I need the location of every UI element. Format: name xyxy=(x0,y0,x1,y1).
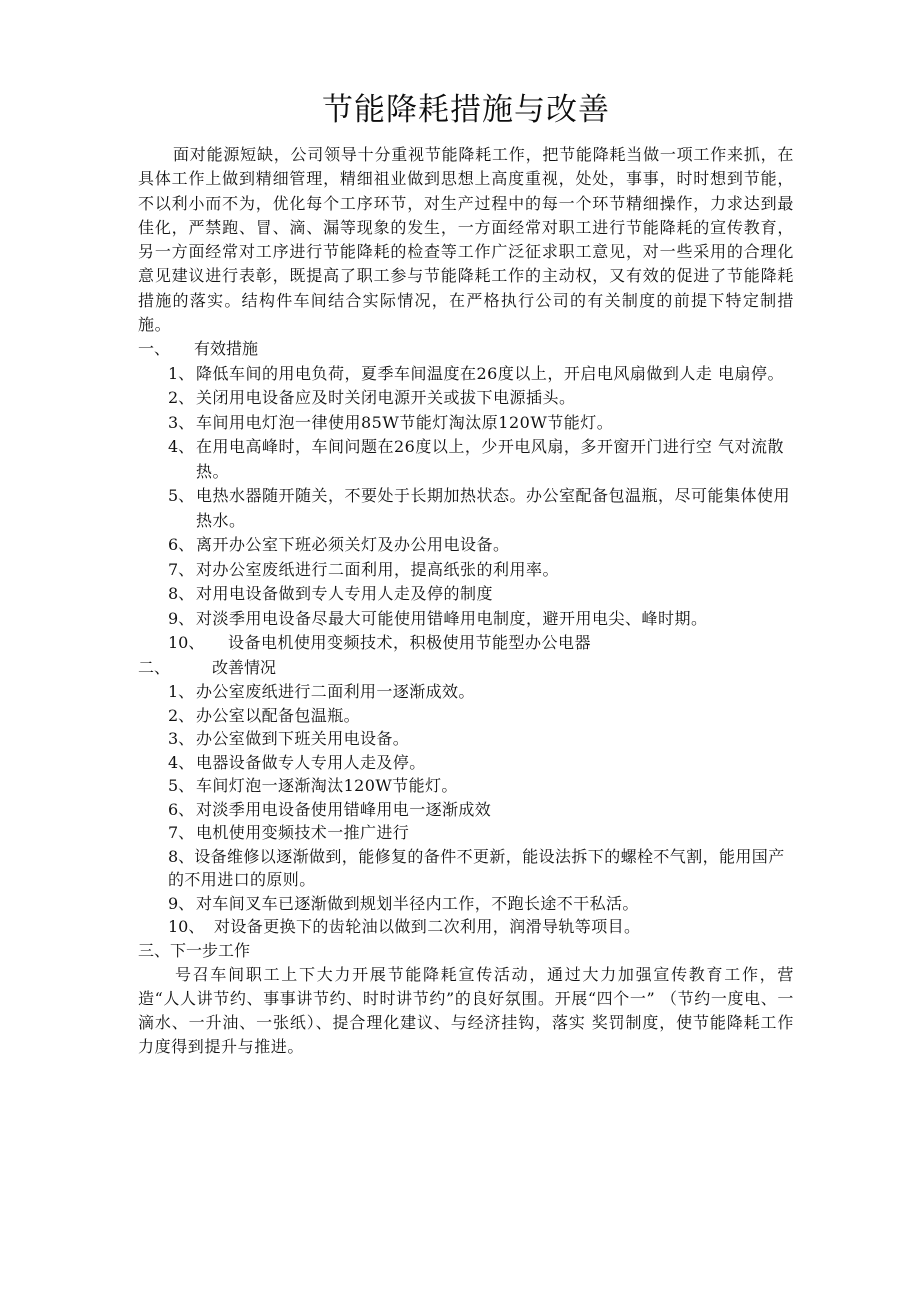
intro-paragraph: 面对能源短缺，公司领导十分重视节能降耗工作，把节能降耗当做一项工作来抓，在具体工作上做到精细管理，精细祖业做到思想上高度重视，处处，事事，时时想到节能，不以利小而不为，优化每个工序环节，对生产过程中的每一个环节精细操作，力求达到最佳化，严禁跑、冒、滴、漏等现象的发生，一方面经常对职工进行节能降耗的宣传教育，另一方面经常对工序进行节能降耗的检查等工作广泛征求职工意见，对一些采用的合理化意见建议进行表彰，既提高了职工参与节能降耗工作的主动权，又有效的促进了节能降耗措施的落实。结构件车间结合实际情况，在严格执行公司的有关制度的前提下特定制措施。 xyxy=(138,145,794,335)
section-number: 一、 xyxy=(138,339,171,359)
list-item-index: 2、 xyxy=(168,388,195,408)
list-item-index: 4、 xyxy=(168,437,195,457)
section-heading-next-steps xyxy=(138,939,794,964)
list-item-index: 9、 xyxy=(168,893,195,913)
section-title: 有效措施 xyxy=(194,339,259,359)
list-item-index: 1、 xyxy=(168,363,195,383)
section-heading-improvements xyxy=(138,656,794,681)
list-item xyxy=(138,845,794,892)
list-item xyxy=(138,798,794,822)
list-item-index: 1、 xyxy=(168,682,195,702)
list-item-text: 离开办公室下班必须关灯及办公用电设备。 xyxy=(196,535,510,555)
list-item-index: 6、 xyxy=(168,799,195,819)
list-item-text: 电机使用变频技术一推广进行 xyxy=(196,823,410,843)
list-item-text: 办公室做到下班关用电设备。 xyxy=(196,729,410,749)
list-item-index: 8、 xyxy=(168,584,195,604)
list-item-index: 10、 xyxy=(168,633,205,653)
list-item-index: 2、 xyxy=(168,705,195,725)
list-item-text: 对车间叉车已逐渐做到规划半径内工作，不跑长途不干私活。 xyxy=(196,893,639,913)
list-item-index: 4、 xyxy=(168,752,195,772)
list-item-index: 3、 xyxy=(168,412,195,432)
list-item xyxy=(138,582,794,607)
section-title: 改善情况 xyxy=(212,657,277,677)
list-item xyxy=(138,774,794,798)
list-item-text: 降低车间的用电负荷，夏季车间温度在26度以上，开启电风扇做到人走 电扇停。 xyxy=(196,363,784,383)
list-item-index: 5、 xyxy=(168,776,195,796)
list-item xyxy=(138,411,794,436)
list-item xyxy=(138,727,794,751)
list-item xyxy=(138,892,794,916)
improvements-list xyxy=(138,680,794,939)
list-item xyxy=(138,607,794,632)
list-item-text: 车间用电灯泡一律使用85W节能灯淘汰原120W节能灯。 xyxy=(196,412,614,432)
list-item-text: 设备电机使用变频技术，积极使用节能型办公电器 xyxy=(228,633,592,653)
list-item xyxy=(138,751,794,775)
list-item-text: 设备维修以逐渐做到，能修复的备件不更新，能设法拆下的螺栓不气割，能用国产的不用进口的原则。 xyxy=(168,846,785,890)
list-item-index: 6、 xyxy=(168,535,195,555)
list-item-index: 5、 xyxy=(168,486,195,506)
list-item-text: 对设备更换下的齿轮油以做到二次利用，润滑导轨等项目。 xyxy=(214,917,641,937)
list-item-text: 办公室废纸进行二面利用一逐渐成效。 xyxy=(196,682,475,702)
list-item-text: 对办公室废纸进行二面利用，提高纸张的利用率。 xyxy=(196,559,560,579)
list-item-text: 车间灯泡一逐渐淘汰120W节能灯。 xyxy=(196,776,458,796)
measures-list xyxy=(138,362,794,656)
list-item-index: 3、 xyxy=(168,729,195,749)
list-item xyxy=(138,631,794,656)
list-item xyxy=(138,533,794,558)
section-title: 三、下一步工作 xyxy=(138,940,251,960)
list-item xyxy=(138,704,794,728)
list-item-text: 在用电高峰时，车间问题在26度以上，少开电风扇，多开窗开门进行空 气对流散热。 xyxy=(196,437,784,481)
list-item-text: 电热水器随开随关，不要处于长期加热状态。办公室配备包温瓶，尽可能集体使用热水。 xyxy=(196,486,791,530)
page-title: 节能降耗措施与改善 xyxy=(322,92,610,128)
list-item-index: 8、 xyxy=(168,846,195,866)
list-item-text: 电器设备做专人专用人走及停。 xyxy=(196,752,426,772)
list-item xyxy=(138,680,794,704)
list-item xyxy=(138,435,794,484)
list-item xyxy=(138,386,794,411)
list-item xyxy=(138,484,794,533)
section-heading-measures xyxy=(138,337,794,362)
list-item-index: 9、 xyxy=(168,608,195,628)
list-item xyxy=(138,558,794,583)
list-item xyxy=(138,362,794,387)
document-page xyxy=(138,84,794,1059)
list-item-text: 关闭用电设备应及时关闭电源开关或拔下电源插头。 xyxy=(196,388,576,408)
list-item xyxy=(138,915,794,939)
list-item-index: 7、 xyxy=(168,823,195,843)
list-item-text: 对用电设备做到专人专用人走及停的制度 xyxy=(196,584,494,604)
list-item-text: 办公室以配备包温瓶。 xyxy=(196,705,361,725)
section-number: 二、 xyxy=(138,657,171,677)
next-steps-paragraph: 号召车间职工上下大力开展节能降耗宣传活动，通过大力加强宣传教育工作，营造“人人讲节约、事事讲节约、时时讲节约”的良好氛围。开展“四个一” （节约一度电、一滴水、一升油、一张纸）、提合理化建议、与经济挂钩，落实 奖罚制度，使节能降耗工作力度得到提升与推进。 xyxy=(138,965,794,1057)
list-item-text: 对淡季用电设备使用错峰用电一逐渐成效 xyxy=(196,799,492,819)
list-item xyxy=(138,821,794,845)
list-item-index: 7、 xyxy=(168,559,195,579)
list-item-index: 10、 xyxy=(168,917,205,937)
list-item-text: 对淡季用电设备尽最大可能使用错峰用电制度，避开用电尖、峰时期。 xyxy=(196,608,708,628)
